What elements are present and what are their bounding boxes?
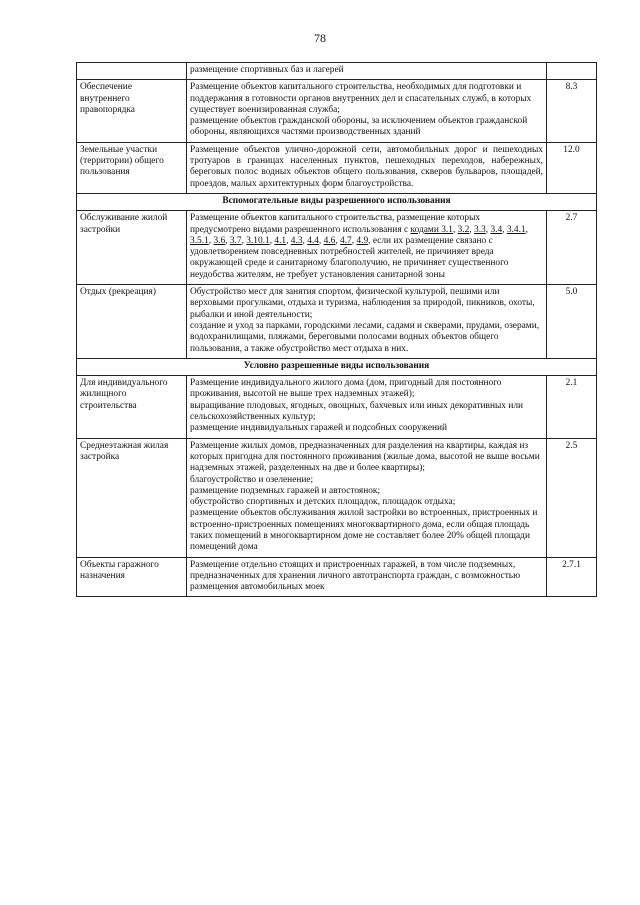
- use-description-cell: [187, 80, 547, 142]
- table-row: [77, 142, 597, 193]
- use-code-cell: 2.7.1: [547, 557, 597, 597]
- use-description-cell: Размещение объектов капитального строительства, размещение которых предусмотрено видами разрешенного использования с кодами 3.1, 3.2, 3.3, 3.4, 3.4.1, 3.5.1, 3.6, 3.7, 3.10.1, 4.1, 4.3, 4.4, 4.6, 4.7, 4.9, если их размещение связано с удовлетворением повседневных потребностей жителей, не причиняет вреда окружающей среде и санитарному благополучию, не причиняет существенного неудобства жителям, не требует установления санитарной зоны: [187, 211, 547, 285]
- code-reference-link[interactable]: 3.3: [474, 224, 486, 235]
- description-line: благоустройство и озеленение;: [190, 474, 314, 485]
- code-reference-link[interactable]: 4.7: [340, 235, 352, 246]
- use-name-cell: [77, 63, 187, 80]
- code-reference-link[interactable]: 3.5.1: [190, 235, 209, 246]
- description-line: Размещение отдельно стоящих и пристроенных гаражей, в том числе подземных, предназначенных для хранения личного автотранспорта граждан, с возможностью размещения автомобильных моек: [190, 559, 521, 593]
- description-line: создание и уход за парками, городскими лесами, садами и скверами, прудами, озерами, водохранилищами, пляжами, береговыми полосами водных объектов общего пользования, а также обустройство мест отдыха в них.: [190, 320, 540, 354]
- code-reference-link[interactable]: 4.6: [323, 235, 336, 246]
- description-line: Обустройство мест для занятия спортом, физической культурой, пешими или верховыми прогулками, отдыха и туризма, наблюдения за природой, пикников, охоты, рыбалки и иной деятельности;: [190, 287, 535, 320]
- use-name-cell: Среднеэтажная жилая застройка: [77, 438, 187, 557]
- table-row: [77, 285, 597, 359]
- code-reference-link[interactable]: 4.4: [307, 235, 319, 246]
- use-name-cell: Объекты гаражного назначения: [77, 557, 187, 597]
- use-code-cell: 12.0: [547, 142, 597, 193]
- use-code-cell: [547, 63, 597, 80]
- land-use-table: [76, 62, 597, 597]
- code-reference-link[interactable]: 3.7: [229, 235, 242, 246]
- section-heading: Условно разрешенные виды использования: [77, 358, 597, 375]
- code-reference-link[interactable]: 4.3: [290, 235, 303, 246]
- use-description-cell: [187, 376, 547, 438]
- use-code-cell: 2.1: [547, 376, 597, 438]
- code-reference-link[interactable]: 3.4: [490, 224, 503, 235]
- table-row: [77, 438, 597, 557]
- use-description-cell: [187, 63, 547, 80]
- use-name-cell: Обеспечение внутреннего правопорядка: [77, 80, 187, 142]
- use-name-cell: Земельные участки (территории) общего пользования: [77, 142, 187, 193]
- code-reference-link[interactable]: 4.9: [356, 235, 369, 246]
- description-line: Размещение объектов капитального строительства, необходимых для подготовки и поддержания в готовности органов внутренних дел и спасательных служб, в которых существует военизированная служба;: [190, 82, 532, 115]
- use-description-cell: [187, 557, 547, 597]
- description-line: Размещение жилых домов, предназначенных для разделения на квартиры, каждая из которых пригодна для постоянного проживания (жилые дома, высотой не выше восьми надземных этажей, разделенных на две и более квартиры);: [190, 440, 540, 474]
- description-line: выращивание плодовых, ягодных, овощных, бахчевых или иных декоративных или сельскохозяйственных культур;: [190, 400, 524, 423]
- use-description-cell: [187, 142, 547, 193]
- use-name-cell: Отдых (рекреация): [77, 285, 187, 359]
- table-row: [77, 557, 597, 597]
- use-name-cell: Для индивидуального жилищного строительства: [77, 376, 187, 438]
- use-code-cell: 8.3: [547, 80, 597, 142]
- description-line: размещение подземных гаражей и автостоянок;: [190, 485, 381, 496]
- use-code-cell: 2.5: [547, 438, 597, 557]
- section-heading: Вспомогательные виды разрешенного использования: [77, 193, 597, 210]
- table-row: [77, 63, 597, 80]
- table-row: [77, 80, 597, 142]
- section-row: [77, 193, 597, 210]
- code-reference-link[interactable]: 3.4.1: [506, 224, 526, 235]
- use-name-cell: Обслуживание жилой застройки: [77, 211, 187, 285]
- codes-prefix: кодами: [410, 224, 442, 235]
- section-row: [77, 358, 597, 375]
- code-reference-link[interactable]: 3.2: [457, 224, 470, 235]
- table-row: [77, 376, 597, 438]
- description-line: размещение индивидуальных гаражей и подсобных сооружений: [190, 423, 448, 434]
- code-reference-link[interactable]: 3.6: [213, 235, 226, 246]
- code-reference-link[interactable]: 3.1: [441, 224, 453, 235]
- code-reference-link[interactable]: 4.1: [274, 235, 287, 246]
- table-row: [77, 211, 597, 285]
- description-line: размещение объектов гражданской обороны, за исключением объектов гражданской обороны, являющихся частями производственных зданий: [190, 116, 528, 138]
- description-line: обустройство спортивных и детских площадок, площадок отдыха;: [190, 497, 456, 508]
- description-line: Размещение объектов улично-дорожной сети, автомобильных дорог и пешеходных тротуаров в границах населенных пунктов, пешеходных переходов, набережных, береговых полос водных объектов общего пользования, скверов бульваров, площадей, проездов, малых архитектурных форм благоустройства.: [190, 144, 543, 189]
- page-number: 78: [314, 31, 326, 45]
- description-line: размещение объектов обслуживания жилой застройки во встроенных, пристроенных и встроенно-пристроенных помещениях многоквартирного дома, если общая площадь таких помещений в многоквартирном доме не составляет более 20% общей площади помещений дома: [190, 508, 538, 553]
- use-code-cell: 5.0: [547, 285, 597, 359]
- description-line: размещение спортивных баз и лагерей: [190, 65, 344, 75]
- use-description-cell: [187, 285, 547, 359]
- use-code-cell: 2.7: [547, 211, 597, 285]
- use-description-cell: [187, 438, 547, 557]
- code-reference-link[interactable]: 3.10.1: [246, 235, 270, 246]
- description-line: Размещение индивидуального жилого дома (дом, пригодный для постоянного проживания, высотой не выше трех надземных этажей);: [190, 378, 502, 400]
